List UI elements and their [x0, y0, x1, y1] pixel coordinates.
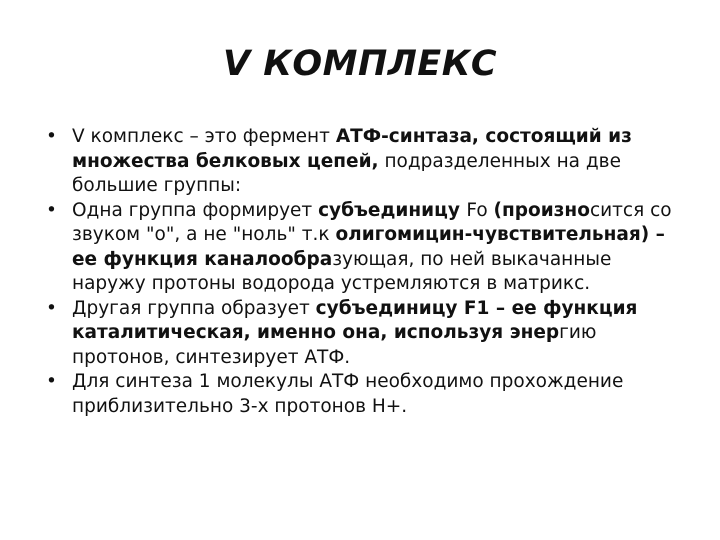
bullet-dot: •: [46, 199, 57, 221]
bullet-text-segment: Одна группа формирует: [72, 199, 319, 221]
bullet-text-bold: (произно: [493, 199, 590, 221]
slide-title: V КОМПЛЕКС: [222, 44, 498, 84]
bullet-dot: •: [46, 126, 57, 147]
bullet-text-bold: субъединицу F1 – ее функция каталитическая, именно она, используя энер: [72, 297, 638, 343]
bullet-text-bold: АТФ-синтаза, состоящий из множества белковых цепей,: [72, 126, 632, 172]
bullet-text-segment: гию протонов, синтезирует АТФ.: [72, 322, 597, 368]
bullet-text-segment: подразделенных на две большие группы:: [72, 150, 621, 196]
bullet-item: [46, 370, 681, 419]
bullet-text-segment: Другая группа образует: [72, 297, 316, 319]
bullet-text-bold: субъединицу: [318, 199, 467, 221]
bullet-text-segment: V комплекс – это фермент: [72, 126, 336, 147]
bullet-dot: •: [46, 371, 57, 392]
bullet-list: [46, 125, 681, 419]
bullet-text-segment: сится со звуком "о", а не "ноль" т.к: [72, 199, 672, 245]
bullet-dot: •: [46, 297, 57, 319]
bullet-text-bold: олигомицин-чувствительная) – ее функция каналообра: [72, 224, 665, 270]
bullet-item: [46, 125, 681, 199]
bullet-item: [46, 297, 681, 371]
bullet-text-segment: Для синтеза 1 молекулы АТФ необходимо прохождение приблизительно 3-х протонов Н+.: [72, 371, 624, 417]
bullet-text-segment: зующая, по ней выкачанные наружу протоны водорода устремляются в матрикс.: [72, 248, 612, 294]
bullet-text-segment: Fo: [466, 199, 494, 221]
bullet-item: [46, 199, 681, 297]
